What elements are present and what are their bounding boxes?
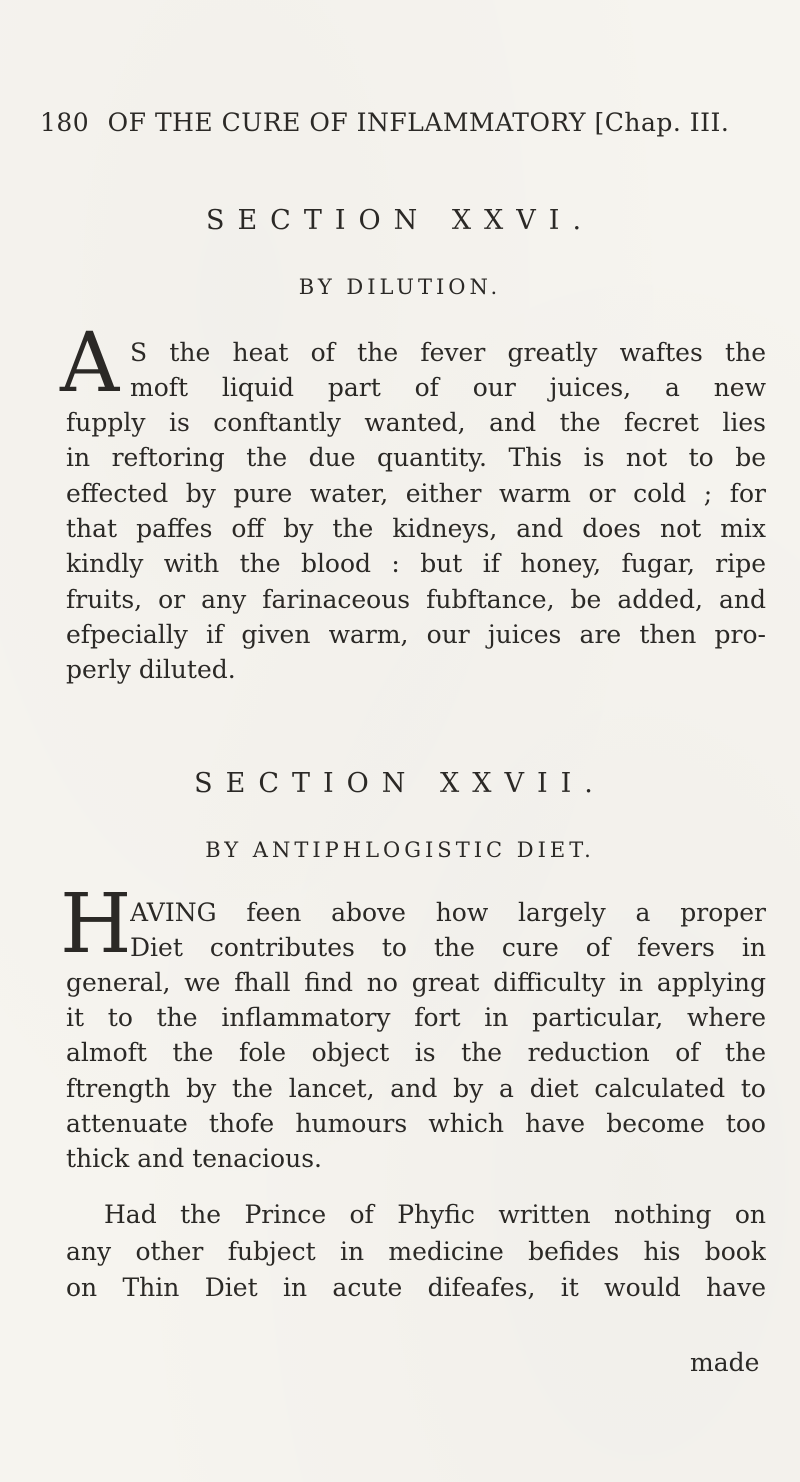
section-subtitle: BY DILUTION. xyxy=(298,275,502,299)
drop-cap: H xyxy=(60,877,132,972)
text-line: attenuate thofe humours which have become too xyxy=(66,1109,766,1138)
text-line: thick and tenacious. xyxy=(66,1144,322,1173)
text-line: effected by pure water, either warm or cold ; for xyxy=(66,479,766,508)
text-line: any other fubject in medicine befides his book xyxy=(66,1237,766,1266)
running-title: OF THE CURE OF INFLAMMATORY xyxy=(107,108,587,137)
text-line: in reftoring the due quantity. This is not to be xyxy=(66,443,766,472)
text-line: general, we fhall find no great difficulty in applying xyxy=(66,968,766,997)
page-number: 180 xyxy=(40,108,90,137)
text-line: kindly with the blood : but if honey, fugar, ripe xyxy=(66,549,766,578)
running-head xyxy=(40,108,780,137)
text-line: fupply is conftantly wanted, and the fecret lies xyxy=(66,408,766,437)
text-line: fruits, or any farinaceous fubftance, be added, and xyxy=(66,585,766,614)
text-line: moft liquid part of our juices, a new xyxy=(130,373,766,402)
text-line: perly diluted. xyxy=(66,655,236,684)
text-line: almoft the fole object is the reduction of the xyxy=(66,1038,766,1067)
text-line: Had the Prince of Phyfic written nothing on xyxy=(104,1200,766,1229)
section-title: SECTION XXVII. xyxy=(194,768,606,799)
section-title: SECTION XXVI. xyxy=(205,205,595,236)
text-line: on Thin Diet in acute difeafes, it would have xyxy=(66,1273,766,1302)
text-line: Diet contributes to the cure of fevers in xyxy=(130,933,766,962)
chapter-marker: [Chap. III. xyxy=(594,108,730,137)
text-line: S the heat of the fever greatly waftes the xyxy=(130,338,766,367)
text-line: ftrength by the lancet, and by a diet calculated to xyxy=(66,1074,766,1103)
text-line: it to the inflammatory fort in particular, where xyxy=(66,1003,766,1032)
section-subtitle: BY ANTIPHLOGISTIC DIET. xyxy=(205,838,595,862)
drop-cap: A xyxy=(60,316,120,411)
catchword: made xyxy=(690,1348,760,1377)
text-line: efpecially if given warm, our juices are then pro- xyxy=(66,620,766,649)
text-line: that paffes off by the kidneys, and does not mix xyxy=(66,514,766,543)
text-line: AVING feen above how largely a proper xyxy=(130,898,766,927)
